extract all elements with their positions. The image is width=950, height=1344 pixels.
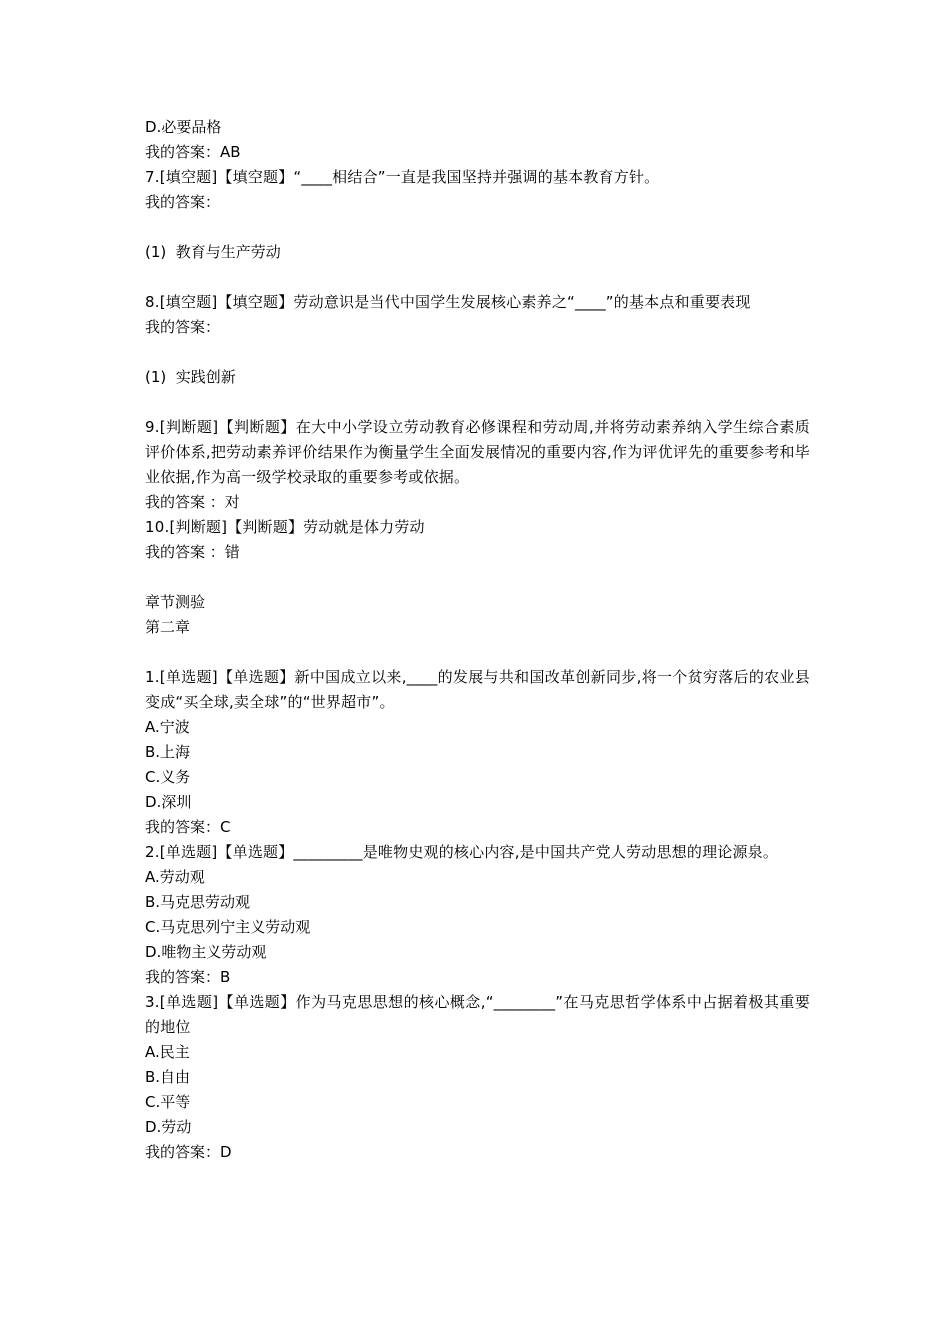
document-page [145,115,810,1165]
question-8: 8.[填空题]【填空题】劳动意识是当代中国学生发展核心素养之“____”的基本点和重要表现 [145,293,751,311]
ch2-question-3: 3.[单选题]【单选题】作为马克思思想的核心概念,“________”在马克思哲学体系中占据着极其重要的地位 [145,993,810,1036]
ch2-question-2: 2.[单选题]【单选题】_________是唯物史观的核心内容,是中国共产党人劳动思想的理论源泉。 [145,843,779,861]
answer-item: (1) 教育与生产劳动 [145,243,281,261]
answer-item: (1) 实践创新 [145,368,236,386]
option-d: D.深圳 [145,793,192,811]
my-answer: 我的答案：D [145,1143,232,1161]
option-a: A.宁波 [145,718,190,736]
spacer [145,215,810,240]
spacer [145,640,810,665]
section-title: 章节测验 [145,593,206,611]
spacer [145,265,810,290]
my-answer-label: 我的答案： [145,193,221,211]
option-a: A.劳动观 [145,868,205,886]
spacer [145,390,810,415]
option-b: B.马克思劳动观 [145,893,251,911]
question-10: 10.[判断题]【判断题】劳动就是体力劳动 [145,518,425,536]
option-b: B.自由 [145,1068,191,1086]
my-answer: 我的答案 ：对 [145,493,240,511]
my-answer: 我的答案：B [145,968,231,986]
option-d: D.唯物主义劳动观 [145,943,267,961]
ch2-question-1: 1.[单选题]【单选题】新中国成立以来,____的发展与共和国改革创新同步,将一个贫穷落后的农业县变成“买全球,卖全球”的“世界超市”。 [145,668,810,711]
spacer [145,565,810,590]
option-c: C.马克思列宁主义劳动观 [145,918,311,936]
my-answer: 我的答案 ：错 [145,543,240,561]
my-answer: 我的答案：AB [145,143,241,161]
option-c: C.平等 [145,1093,191,1111]
chapter-title: 第二章 [145,618,191,636]
spacer [145,340,810,365]
option-d: D.必要品格 [145,118,222,136]
option-b: B.上海 [145,743,191,761]
my-answer: 我的答案：C [145,818,231,836]
option-c: C.义务 [145,768,191,786]
my-answer-label: 我的答案： [145,318,221,336]
option-a: A.民主 [145,1043,190,1061]
question-9: 9.[判断题]【判断题】在大中小学设立劳动教育必修课程和劳动周,并将劳动素养纳入学生综合素质评价体系,把劳动素养评价结果作为衡量学生全面发展情况的重要内容,作为评优评先的重要参考和毕业依据,作为高一级学校录取的重要参考或依据。 [145,418,810,486]
question-7: 7.[填空题]【填空题】“____相结合”一直是我国坚持并强调的基本教育方针。 [145,168,660,186]
option-d: D.劳动 [145,1118,192,1136]
